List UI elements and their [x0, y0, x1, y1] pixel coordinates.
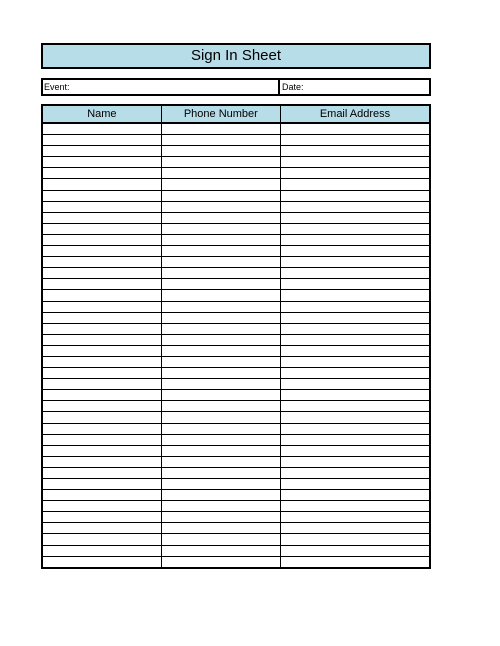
- email-cell[interactable]: [280, 512, 430, 523]
- table-row: [42, 279, 430, 290]
- email-cell[interactable]: [280, 390, 430, 401]
- email-cell[interactable]: [280, 201, 430, 212]
- email-cell[interactable]: [280, 179, 430, 190]
- table-row: [42, 479, 430, 490]
- name-cell[interactable]: [42, 246, 161, 257]
- email-cell[interactable]: [280, 379, 430, 390]
- table-row: [42, 323, 430, 334]
- table-row: [42, 268, 430, 279]
- email-cell[interactable]: [280, 434, 430, 445]
- phone-cell[interactable]: [161, 390, 280, 401]
- phone-cell[interactable]: [161, 334, 280, 345]
- phone-cell[interactable]: [161, 456, 280, 467]
- phone-cell[interactable]: [161, 146, 280, 157]
- email-cell[interactable]: [280, 290, 430, 301]
- table-row: [42, 556, 430, 568]
- phone-cell[interactable]: [161, 157, 280, 168]
- table-row: [42, 368, 430, 379]
- email-cell[interactable]: [280, 534, 430, 545]
- phone-cell[interactable]: [161, 512, 280, 523]
- date-label: Date:: [282, 82, 304, 92]
- name-cell[interactable]: [42, 467, 161, 478]
- date-field[interactable]: [280, 80, 429, 94]
- email-cell[interactable]: [280, 423, 430, 434]
- name-cell[interactable]: [42, 234, 161, 245]
- email-cell[interactable]: [280, 190, 430, 201]
- email-cell[interactable]: [280, 545, 430, 556]
- table-header-row: [42, 105, 430, 123]
- name-cell[interactable]: [42, 334, 161, 345]
- name-cell[interactable]: [42, 356, 161, 367]
- name-cell[interactable]: [42, 401, 161, 412]
- name-cell[interactable]: [42, 146, 161, 157]
- email-cell[interactable]: [280, 234, 430, 245]
- name-cell[interactable]: [42, 290, 161, 301]
- email-cell[interactable]: [280, 212, 430, 223]
- table-row: [42, 123, 430, 135]
- table-row: [42, 301, 430, 312]
- email-cell[interactable]: [280, 168, 430, 179]
- name-cell[interactable]: [42, 368, 161, 379]
- phone-cell[interactable]: [161, 123, 280, 135]
- email-cell[interactable]: [280, 135, 430, 146]
- phone-cell[interactable]: [161, 168, 280, 179]
- email-cell[interactable]: [280, 157, 430, 168]
- event-field[interactable]: [43, 80, 280, 94]
- phone-cell[interactable]: [161, 135, 280, 146]
- phone-cell[interactable]: [161, 246, 280, 257]
- phone-cell[interactable]: [161, 301, 280, 312]
- email-cell[interactable]: [280, 412, 430, 423]
- name-cell[interactable]: [42, 545, 161, 556]
- name-cell[interactable]: [42, 312, 161, 323]
- email-cell[interactable]: [280, 556, 430, 568]
- name-cell[interactable]: [42, 323, 161, 334]
- name-cell[interactable]: [42, 445, 161, 456]
- phone-cell[interactable]: [161, 523, 280, 534]
- column-header-email: Email Address: [280, 105, 430, 123]
- table-row: [42, 190, 430, 201]
- phone-cell[interactable]: [161, 368, 280, 379]
- name-cell[interactable]: [42, 379, 161, 390]
- column-header-phone: Phone Number: [161, 105, 280, 123]
- email-cell[interactable]: [280, 467, 430, 478]
- name-cell[interactable]: [42, 212, 161, 223]
- name-cell[interactable]: [42, 223, 161, 234]
- name-cell[interactable]: [42, 512, 161, 523]
- name-cell[interactable]: [42, 168, 161, 179]
- phone-cell[interactable]: [161, 234, 280, 245]
- table-row: [42, 345, 430, 356]
- email-cell[interactable]: [280, 123, 430, 135]
- phone-cell[interactable]: [161, 423, 280, 434]
- table-row: [42, 312, 430, 323]
- phone-cell[interactable]: [161, 323, 280, 334]
- email-cell[interactable]: [280, 523, 430, 534]
- name-cell[interactable]: [42, 501, 161, 512]
- name-cell[interactable]: [42, 434, 161, 445]
- table-row: [42, 423, 430, 434]
- email-cell[interactable]: [280, 356, 430, 367]
- email-cell[interactable]: [280, 257, 430, 268]
- email-cell[interactable]: [280, 345, 430, 356]
- phone-cell[interactable]: [161, 223, 280, 234]
- name-cell[interactable]: [42, 456, 161, 467]
- phone-cell[interactable]: [161, 290, 280, 301]
- email-cell[interactable]: [280, 401, 430, 412]
- phone-cell[interactable]: [161, 556, 280, 568]
- name-cell[interactable]: [42, 135, 161, 146]
- name-cell[interactable]: [42, 201, 161, 212]
- phone-cell[interactable]: [161, 312, 280, 323]
- page-title: Sign In Sheet: [190, 47, 282, 64]
- table-row: [42, 168, 430, 179]
- table-row: [42, 412, 430, 423]
- phone-cell[interactable]: [161, 501, 280, 512]
- table-row: [42, 512, 430, 523]
- phone-cell[interactable]: [161, 279, 280, 290]
- name-cell[interactable]: [42, 345, 161, 356]
- table-body: [42, 123, 430, 568]
- name-cell[interactable]: [42, 423, 161, 434]
- email-cell[interactable]: [280, 479, 430, 490]
- table-row: [42, 467, 430, 478]
- sign-in-table: [41, 104, 431, 569]
- table-row: [42, 434, 430, 445]
- phone-cell[interactable]: [161, 345, 280, 356]
- name-cell[interactable]: [42, 390, 161, 401]
- name-cell[interactable]: [42, 556, 161, 568]
- table-row: [42, 334, 430, 345]
- email-cell[interactable]: [280, 456, 430, 467]
- table-row: [42, 146, 430, 157]
- name-cell[interactable]: [42, 157, 161, 168]
- phone-cell[interactable]: [161, 412, 280, 423]
- name-cell[interactable]: [42, 179, 161, 190]
- table-row: [42, 456, 430, 467]
- table-row: [42, 157, 430, 168]
- phone-cell[interactable]: [161, 401, 280, 412]
- table-row: [42, 135, 430, 146]
- name-cell[interactable]: [42, 479, 161, 490]
- email-cell[interactable]: [280, 246, 430, 257]
- table-row: [42, 212, 430, 223]
- phone-cell[interactable]: [161, 467, 280, 478]
- name-cell[interactable]: [42, 412, 161, 423]
- email-cell[interactable]: [280, 223, 430, 234]
- name-cell[interactable]: [42, 490, 161, 501]
- phone-cell[interactable]: [161, 257, 280, 268]
- email-cell[interactable]: [280, 445, 430, 456]
- email-cell[interactable]: [280, 323, 430, 334]
- phone-cell[interactable]: [161, 479, 280, 490]
- name-cell[interactable]: [42, 279, 161, 290]
- phone-cell[interactable]: [161, 356, 280, 367]
- table-row: [42, 201, 430, 212]
- email-cell[interactable]: [280, 268, 430, 279]
- phone-cell[interactable]: [161, 545, 280, 556]
- table-row: [42, 234, 430, 245]
- phone-cell[interactable]: [161, 379, 280, 390]
- phone-cell[interactable]: [161, 534, 280, 545]
- email-cell[interactable]: [280, 368, 430, 379]
- phone-cell[interactable]: [161, 268, 280, 279]
- table-row: [42, 390, 430, 401]
- name-cell[interactable]: [42, 301, 161, 312]
- name-cell[interactable]: [42, 268, 161, 279]
- event-date-row: [41, 78, 431, 96]
- title-banner: [41, 43, 431, 69]
- column-header-name: Name: [42, 105, 161, 123]
- table-row: [42, 545, 430, 556]
- table-row: [42, 445, 430, 456]
- table-row: [42, 501, 430, 512]
- name-cell[interactable]: [42, 523, 161, 534]
- phone-cell[interactable]: [161, 434, 280, 445]
- email-cell[interactable]: [280, 312, 430, 323]
- table-row: [42, 356, 430, 367]
- name-cell[interactable]: [42, 123, 161, 135]
- name-cell[interactable]: [42, 534, 161, 545]
- table-row: [42, 401, 430, 412]
- table-row: [42, 490, 430, 501]
- event-label: Event:: [44, 82, 70, 92]
- phone-cell[interactable]: [161, 490, 280, 501]
- table-row: [42, 257, 430, 268]
- table-row: [42, 379, 430, 390]
- table-row: [42, 246, 430, 257]
- phone-cell[interactable]: [161, 179, 280, 190]
- email-cell[interactable]: [280, 490, 430, 501]
- email-cell[interactable]: [280, 501, 430, 512]
- phone-cell[interactable]: [161, 212, 280, 223]
- phone-cell[interactable]: [161, 201, 280, 212]
- phone-cell[interactable]: [161, 445, 280, 456]
- email-cell[interactable]: [280, 334, 430, 345]
- phone-cell[interactable]: [161, 190, 280, 201]
- table-row: [42, 290, 430, 301]
- email-cell[interactable]: [280, 146, 430, 157]
- name-cell[interactable]: [42, 257, 161, 268]
- name-cell[interactable]: [42, 190, 161, 201]
- table-row: [42, 534, 430, 545]
- email-cell[interactable]: [280, 279, 430, 290]
- table-row: [42, 179, 430, 190]
- email-cell[interactable]: [280, 301, 430, 312]
- table-row: [42, 223, 430, 234]
- table-row: [42, 523, 430, 534]
